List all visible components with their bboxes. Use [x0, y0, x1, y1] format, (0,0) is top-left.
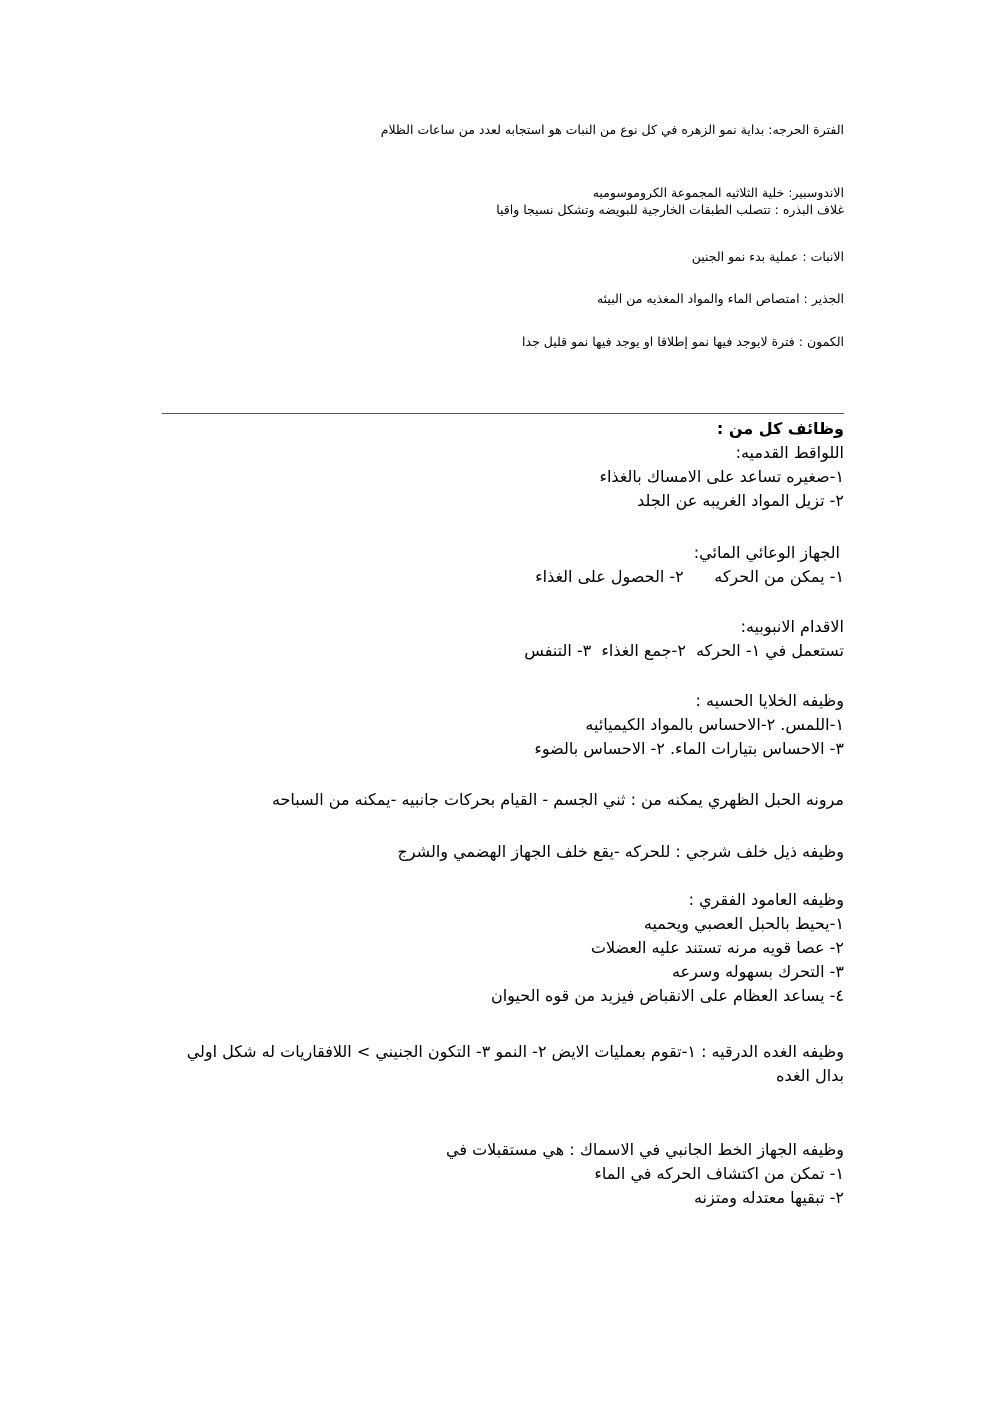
lateral-line-item: ٢- تبقيها معتدله ومتزنه [693, 1188, 844, 1207]
water-vascular-title: الجهاز الوعائي المائي: [693, 543, 840, 562]
radicle-line: الجذير : امتصاص الماء والمواد المغذيه من البيئه [596, 291, 844, 306]
sensory-cells-section [154, 689, 844, 761]
germination-line: الانبات : عملية بدء نمو الجنين [691, 249, 844, 264]
post-anal-tail-line: وظيفه ذيل خلف شرجي : للحركه -يقع خلف الجهاز الهضمي والشرج [397, 842, 844, 861]
sensory-cells-title: وظيفه الخلايا الحسيه : [695, 691, 844, 710]
vertebral-column-title: وظيفه العامود الفقري : [688, 890, 844, 909]
pedicellariae-item: ٢- تزيل المواد الغريبه عن الجلد [637, 491, 844, 510]
seed-coat-line: غلاف البذره : تتصلب الطبقات الخارجية للبويضه وتشكل نسيجا واقيا [496, 202, 844, 217]
vertebral-column-item: ٢- عصا قويه مرنه تستند عليه العضلات [590, 938, 844, 957]
pedicellariae-title: اللواقط القدميه: [735, 443, 844, 462]
pedicellariae-section [154, 441, 844, 513]
vertebral-column-item: ٤- يساعد العظام على الانقباض فيزيد من قوه الحيوان [490, 986, 844, 1005]
flowering-period-line: الفترة الحرجه: بداية نمو الزهره في كل نوع من النبات هو استجابه لعدد من ساعات الظلام [380, 122, 844, 137]
endosperm-line: الاندوسبير: خلية الثلاثيه المجموعة الكروموسوميه [592, 185, 844, 200]
water-vascular-section [154, 541, 844, 589]
tube-feet-title: الاقدام الانبوبيه: [740, 617, 844, 636]
functions-heading: وظائف كل من : [716, 419, 844, 438]
lateral-line-item: ١- تمكن من اكتشاف الحركه في الماء [594, 1164, 844, 1183]
sensory-cells-item: ٣- الاحساس بتيارات الماء. ٢- الاحساس بالضوء [534, 739, 844, 758]
lateral-line-title: وظيفه الجهاز الخط الجانبي في الاسماك : هي مستقبلات في [446, 1140, 844, 1159]
dormancy-line: الكمون : فترة لايوجد فيها نمو إطلاقا او يوجد فيها نمو قليل جدا [522, 334, 844, 349]
tube-feet-section [154, 615, 844, 663]
vertebral-column-item: ٣- التحرك بسهوله وسرعه [671, 962, 844, 981]
vertebral-column-item: ١-يحيط بالحبل العصبي ويحميه [643, 914, 844, 933]
pedicellariae-item: ١-صغيره تساعد على الامساك بالغذاء [599, 467, 844, 486]
sensory-cells-item: ١-اللمس. ٢-الاحساس بالمواد الكيميائيه [585, 715, 844, 734]
thyroid-paragraph: وظيفه الغده الدرقيه : ١-تقوم بعمليات الايض ٢- النمو ٣- التكون الجنيني > اللافقاريات له شكل اولي بدال الغده [186, 1042, 844, 1085]
lateral-line-section [154, 1138, 844, 1210]
section-divider [162, 413, 844, 414]
vertebral-column-section [154, 888, 844, 1008]
water-vascular-line: ١- يمكن من الحركه ٢- الحصول على الغذاء [535, 567, 844, 586]
notochord-flexibility-line: مرونه الحبل الظهري يمكنه من : ثني الجسم - القيام بحركات جانبيه -يمكنه من السباحه [271, 790, 844, 809]
tube-feet-line: تستعمل في ١- الحركه ٢-جمع الغذاء ٣- التنفس [524, 641, 844, 660]
